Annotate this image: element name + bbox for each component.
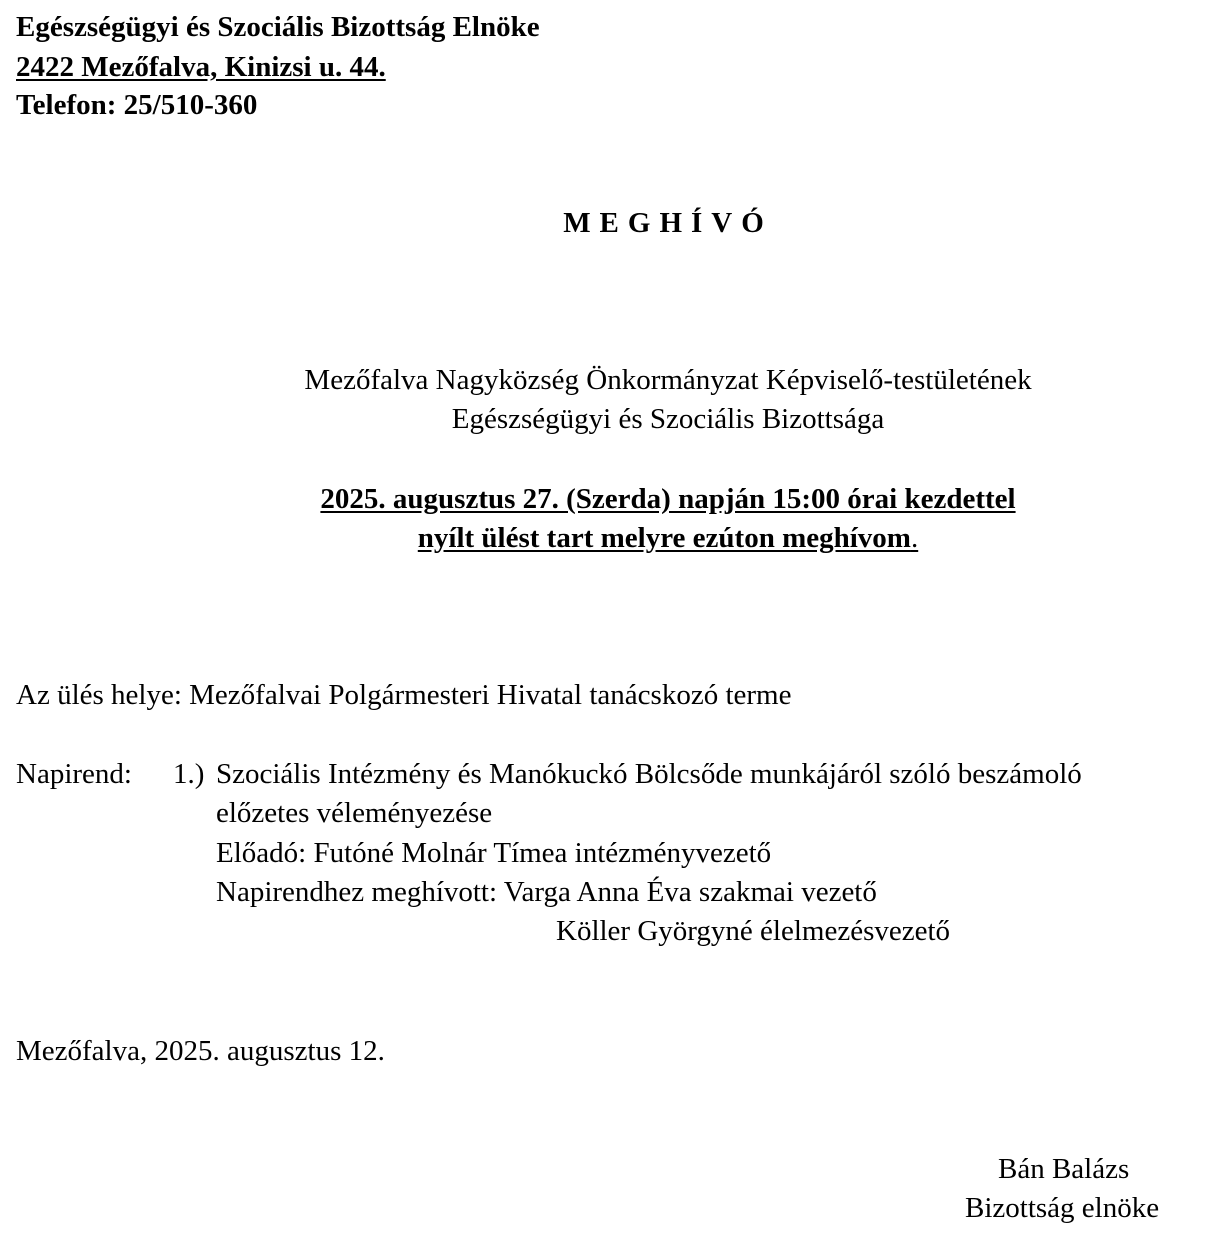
agenda-item-text-cont: előzetes véleményezése <box>216 797 493 829</box>
document-title: MEGHÍVÓ <box>563 207 773 239</box>
body-line-2: Egészségügyi és Szociális Bizottsága <box>451 403 885 435</box>
signature-role: Bizottság elnöke <box>965 1192 1160 1224</box>
agenda-presenter: Előadó: Futóné Molnár Tímea intézményvezető <box>216 837 772 869</box>
header-address: 2422 Mezőfalva, Kinizsi u. 44. <box>16 51 386 83</box>
meeting-line-2: nyílt ülést tart melyre ezúton meghívom <box>417 522 911 554</box>
agenda-item-text: Szociális Intézmény és Manókuckó Bölcsőde munkájáról szóló beszámoló <box>216 758 1082 790</box>
header-phone: Telefon: 25/510-360 <box>16 89 258 121</box>
agenda-invited-2: Köller Györgyné élelmezésvezető <box>556 915 951 947</box>
signature-name: Bán Balázs <box>998 1153 1130 1185</box>
body-line-1: Mezőfalva Nagyközség Önkormányzat Képviselő-testületének <box>304 364 1032 396</box>
agenda-label: Napirend: <box>16 758 132 790</box>
meeting-line-1: 2025. augusztus 27. (Szerda) napján 15:00 órai kezdettel <box>320 483 1016 515</box>
meeting-period: . <box>910 522 919 554</box>
meeting-line-2-wrap <box>0 521 1226 555</box>
date-place: Mezőfalva, 2025. augusztus 12. <box>16 1035 385 1067</box>
header-org: Egészségügyi és Szociális Bizottság Elnöke <box>16 11 540 43</box>
agenda-item-number: 1.) <box>173 758 205 790</box>
meeting-location: Az ülés helye: Mezőfalvai Polgármesteri Hivatal tanácskozó terme <box>16 679 792 711</box>
agenda-invited: Napirendhez meghívott: Varga Anna Éva szakmai vezető <box>216 876 877 908</box>
